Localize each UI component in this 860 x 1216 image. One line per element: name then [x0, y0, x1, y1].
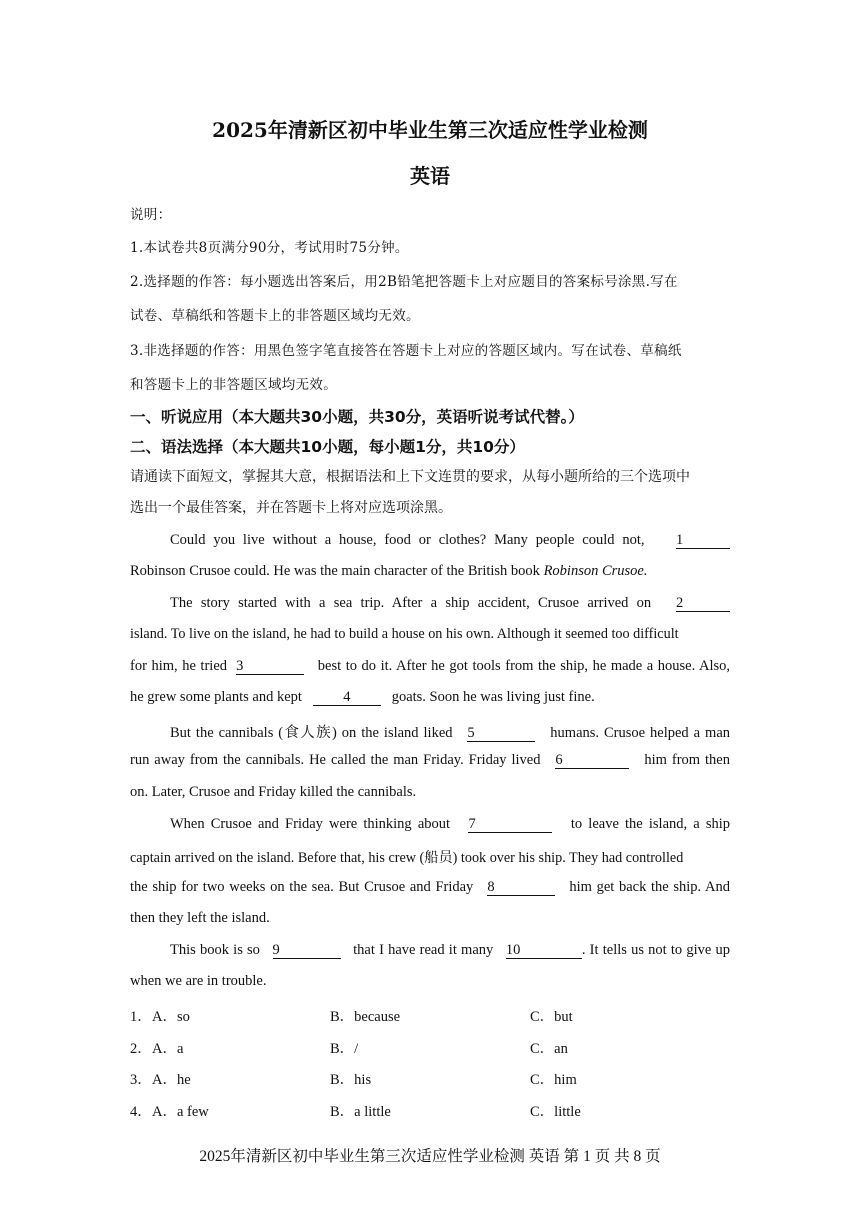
page-total: 8 [633, 1148, 642, 1165]
option-b: B．/ [330, 1041, 359, 1057]
blank-10: 10 [506, 943, 582, 959]
notes-label: 说明： [130, 207, 172, 223]
instruction-line-1: 请通读下面短文，掌握其大意，根据语法和上下文连贯的要求，从每小题所给的三个选项中 [130, 469, 690, 485]
blank-4: 4 [313, 690, 381, 706]
passage-line: he grew some plants and kept 4 goats. Soon he was living just fine. [130, 689, 595, 705]
instruction-line-2: 选出一个最佳答案，并在答题卡上将对应选项涂黑。 [130, 500, 452, 516]
section-2-heading: 二、语法选择（本大题共10小题，每小题1分，共10分） [130, 438, 525, 456]
passage-line: for him, he tried 3 best to do it. After he got tools from the ship, he made a house. Also, [130, 658, 731, 674]
passage-line: when we are in trouble. [130, 973, 267, 989]
blank-2: 2 [676, 596, 730, 612]
page-footer: 2025年清新区初中毕业生第三次适应性学业检测 英语 第 1 页 共 8 页 [199, 1148, 661, 1165]
book-title: Robinson Crusoe. [543, 563, 648, 579]
question-number: 4． [130, 1104, 152, 1120]
question-number: 2． [130, 1041, 152, 1057]
note-line-5: 和答题卡上的非答题区域均无效。 [130, 377, 337, 393]
passage-line: Could you live without a house, food or clothes? Many people could not, 1 [170, 532, 730, 549]
blank-3: 3 [236, 659, 304, 675]
passage-line: island. To live on the island, he had to build a house on his own. Although it seemed too difficult [130, 626, 679, 642]
question-number: 1． [130, 1009, 152, 1025]
page-number: 1 [583, 1148, 591, 1165]
passage-line: The story started with a sea trip. After a ship accident, Crusoe arrived on 2 [170, 595, 730, 612]
option-b: B．his [330, 1072, 372, 1088]
page-title: 2025年清新区初中毕业生第三次适应性学业检测 [212, 118, 648, 142]
note-line-4: 3.非选择题的作答：用黑色签字笔直接答在答题卡上对应的答题区域内。写在试卷、草稿纸 [130, 343, 682, 359]
passage-line: then they left the island. [130, 910, 270, 926]
passage-line: captain arrived on the island. Before that, his crew (船员) took over his ship. They had controlled [130, 850, 684, 866]
option-c: C．little [530, 1104, 581, 1120]
passage-line: When Crusoe and Friday were thinking about 7 to leave the island, a ship [170, 816, 731, 832]
passage-line: Robinson Crusoe could. He was the main character of the British book Robinson Crusoe. [130, 563, 648, 579]
question-number: 3． [130, 1072, 152, 1088]
passage-line: run away from the cannibals. He called the man Friday. Friday lived 6 him from then [130, 752, 730, 768]
option-a: A．a [152, 1041, 184, 1057]
option-a: A．a few [152, 1104, 209, 1120]
passage-line: But the cannibals (食人族) on the island liked 5 humans. Crusoe helped a man [170, 725, 731, 741]
option-row [130, 1005, 730, 1025]
option-b: B．because [330, 1009, 401, 1025]
passage-line: the ship for two weeks on the sea. But Crusoe and Friday 8 him get back the ship. And [130, 879, 731, 895]
note-line-2: 2.选择题的作答：每小题选出答案后，用2B铅笔把答题卡上对应题目的答案标号涂黑.写在 [130, 274, 678, 290]
option-c: C．an [530, 1041, 568, 1057]
blank-8: 8 [487, 880, 555, 896]
option-row [130, 1037, 730, 1057]
blank-1: 1 [676, 533, 730, 549]
option-a: A．so [152, 1009, 190, 1025]
option-b: B．a little [330, 1104, 391, 1120]
option-row [130, 1100, 730, 1120]
option-row [130, 1068, 730, 1088]
footer-text: 2025年清新区初中毕业生第三次适应性学业检测 英语 [199, 1148, 560, 1165]
blank-7: 7 [468, 817, 552, 833]
option-c: C．him [530, 1072, 577, 1088]
option-a: A．he [152, 1072, 191, 1088]
note-line-3: 试卷、草稿纸和答题卡上的非答题区域均无效。 [130, 308, 420, 324]
option-c: C．but [530, 1009, 573, 1025]
blank-9: 9 [273, 943, 341, 959]
passage-line: on. Later, Crusoe and Friday killed the cannibals. [130, 784, 417, 800]
subject-title: 英语 [410, 164, 450, 188]
section-1-heading: 一、听说应用（本大题共30小题，共30分，英语听说考试代替。） [130, 408, 584, 426]
note-line-1: 1.本试卷共8页满分90分，考试用时75分钟。 [130, 240, 409, 256]
passage-line: This book is so 9 that I have read it many 10 . It tells us not to give up [170, 942, 731, 958]
blank-6: 6 [555, 753, 629, 769]
blank-5: 5 [467, 726, 535, 742]
